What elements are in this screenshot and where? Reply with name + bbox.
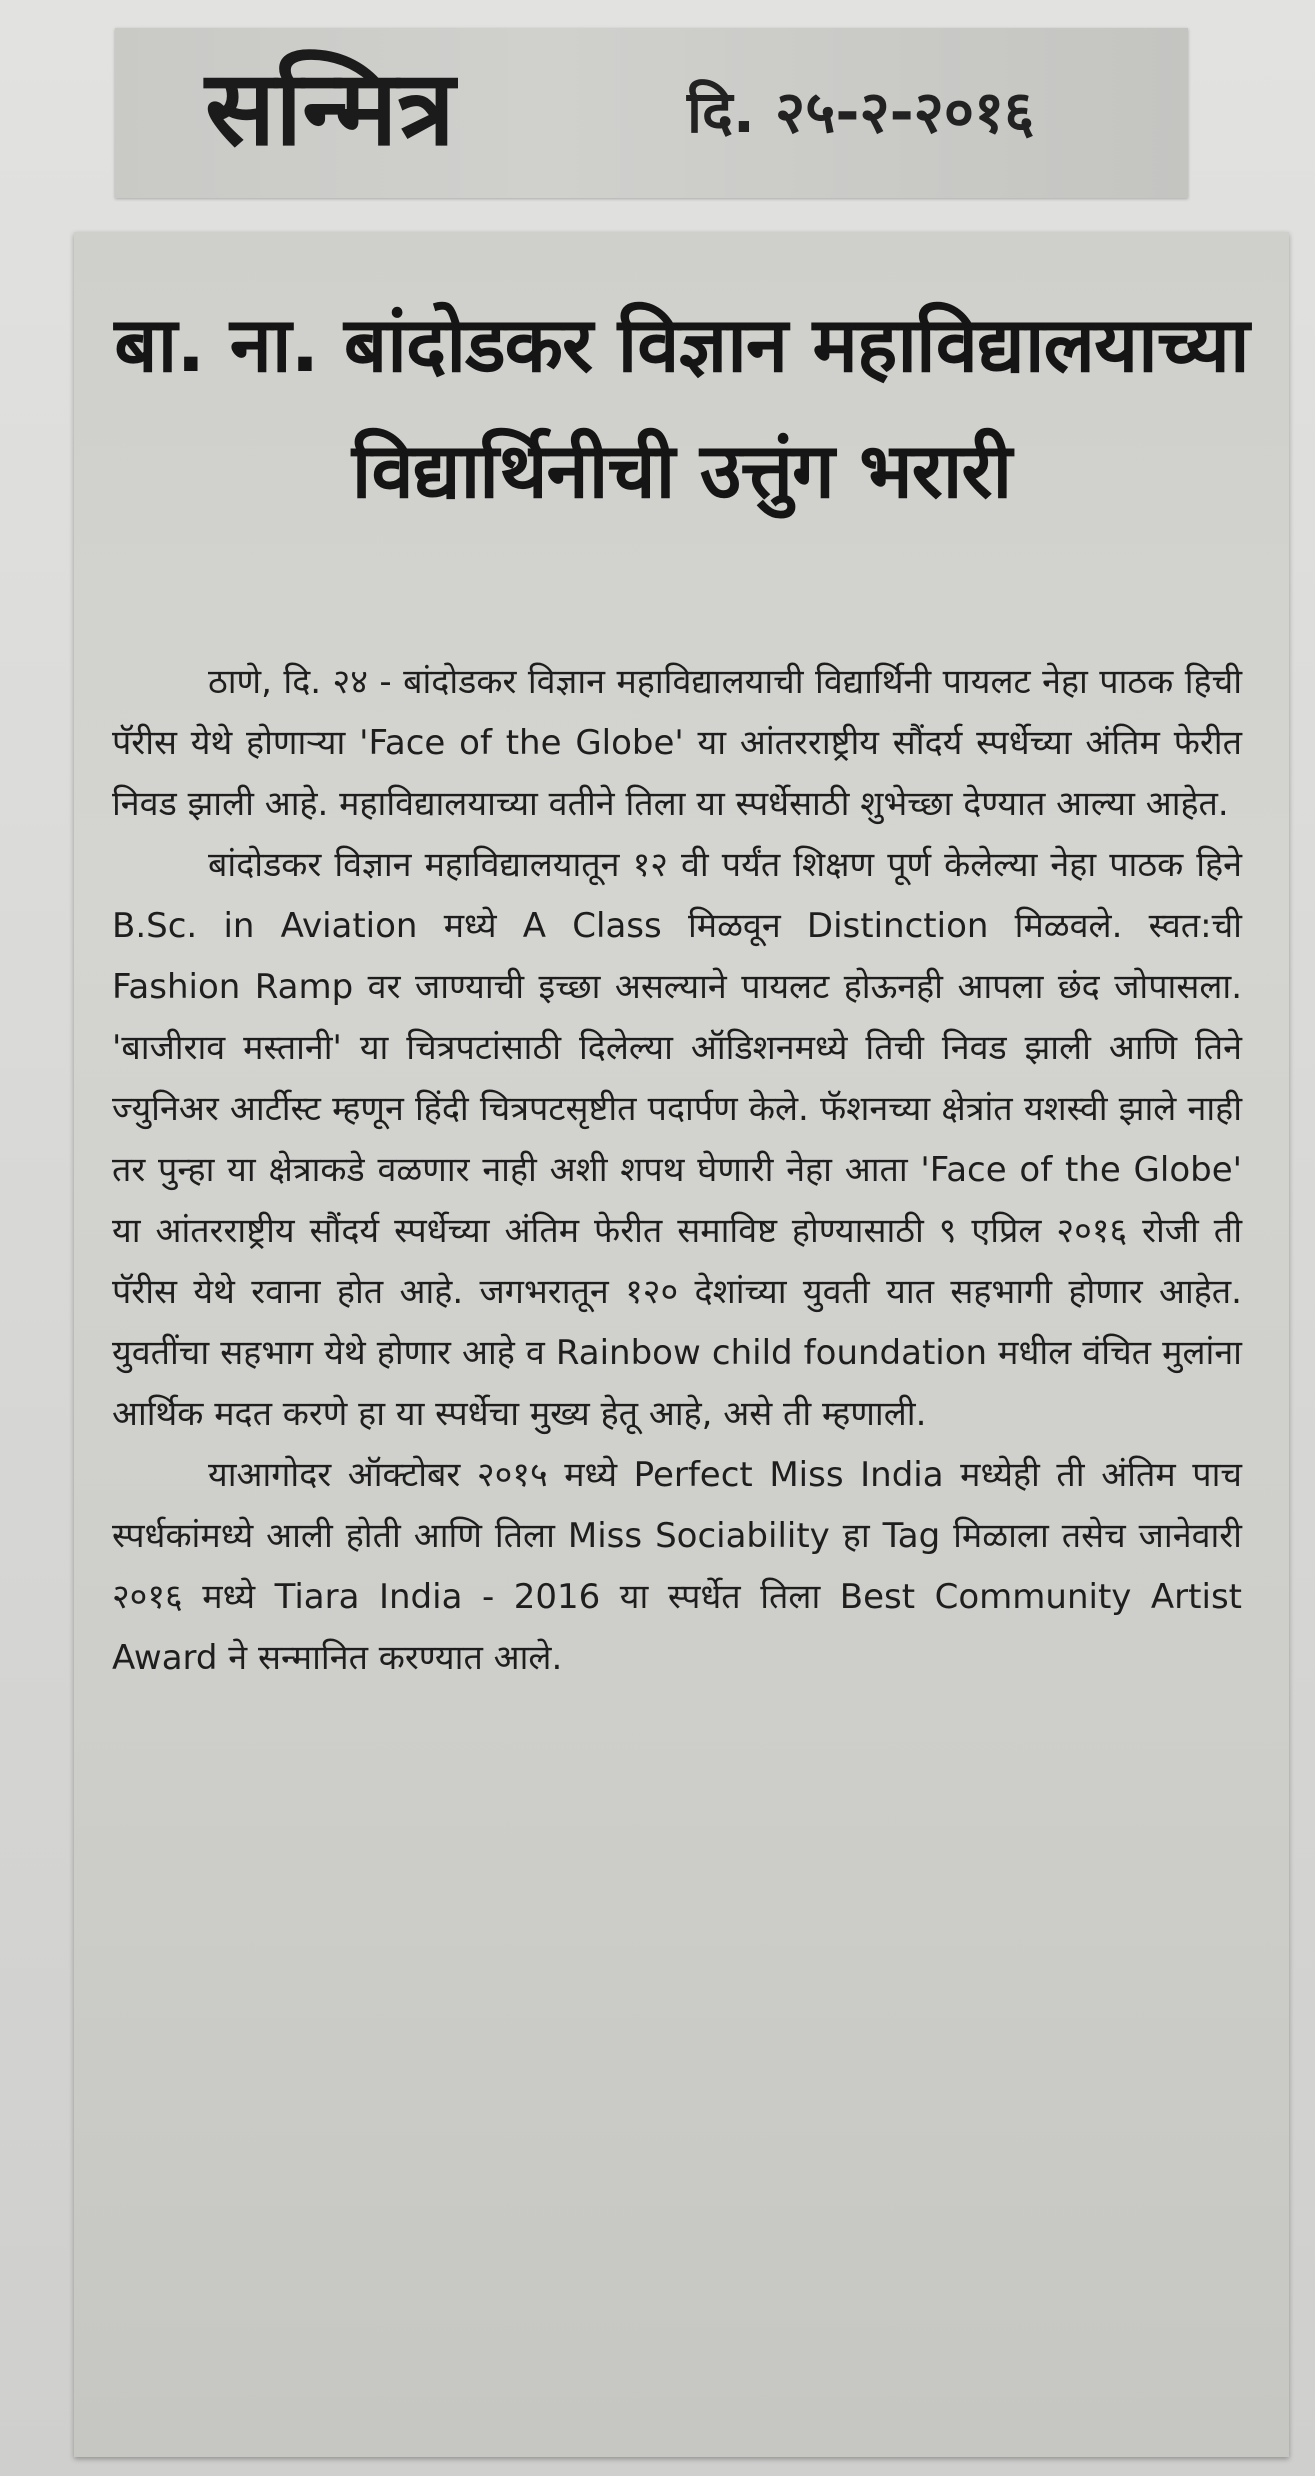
article-paragraph: ठाणे, दि. २४ - बांदोडकर विज्ञान महाविद्यालयाची विद्यार्थिनी पायलट नेहा पाठक हिची पॅरीस येथे होणाऱ्या 'Face of the Globe' या आंतरराष्ट्रीय सौंदर्य स्पर्धेच्या अंतिम फेरीत निवड झाली आहे. महाविद्यालयाच्या वतीने तिला या स्पर्धेसाठी शुभेच्छा देण्यात आल्या आहेत. bbox=[112, 662, 1242, 824]
article-headline bbox=[74, 282, 1289, 534]
article-paragraph: बांदोडकर विज्ञान महाविद्यालयातून १२ वी पर्यंत शिक्षण पूर्ण केलेल्या नेहा पाठक हिने B.Sc. in Aviation मध्ये A Class मिळवून Distinction मिळवले. स्वत:ची Fashion Ramp वर जाण्याची इच्छा असल्याने पायलट होऊनही आपला छंद जोपासला. 'बाजीराव मस्तानी' या चित्रपटांसाठी दिलेल्या ऑडिशनमध्ये तिची निवड झाली आणि तिने ज्युनिअर आर्टीस्ट म्हणून हिंदी चित्रपटसृष्टीत पदार्पण केले. फॅशनच्या क्षेत्रांत यशस्वी झाले नाही तर पुन्हा या क्षेत्राकडे वळणार नाही अशी शपथ घेणारी नेहा आता 'Face of the Globe' या आंतरराष्ट्रीय सौंदर्य स्पर्धेच्या अंतिम फेरीत समाविष्ट होण्यासाठी ९ एप्रिल २०१६ रोजी ती पॅरीस येथे रवाना होत आहे. जगभरातून १२० देशांच्या युवती यात सहभागी होणार आहेत. युवतींचा सहभाग येथे होणार आहे व Rainbow child foundation मधील वंचित मुलांना आर्थिक मदत करणे हा या स्पर्धेचा मुख्य हेतू आहे, असे ती म्हणाली. bbox=[112, 845, 1242, 1434]
headline-line-2: विद्यार्थिनीची उत्तुंग भरारी bbox=[351, 426, 1012, 515]
article-body bbox=[112, 652, 1242, 1689]
article-clipping bbox=[74, 232, 1289, 2457]
newspaper-name: सन्मित्र bbox=[205, 46, 455, 169]
headline-line-1: बा. ना. बांदोडकर विज्ञान महाविद्यालयाच्या bbox=[114, 300, 1249, 389]
article-paragraph: याआगोदर ऑक्टोबर २०१५ मध्ये Perfect Miss India मध्येही ती अंतिम पाच स्पर्धकांमध्ये आली होती आणि तिला Miss Sociability हा Tag मिळाला तसेच जानेवारी २०१६ मध्ये Tiara India - 2016 या स्पर्धेत तिला Best Community Artist Award ने सन्मानित करण्यात आले. bbox=[112, 1455, 1242, 1678]
masthead-clipping bbox=[115, 28, 1188, 198]
publication-date: दि. २५-२-२०१६ bbox=[687, 78, 1035, 146]
